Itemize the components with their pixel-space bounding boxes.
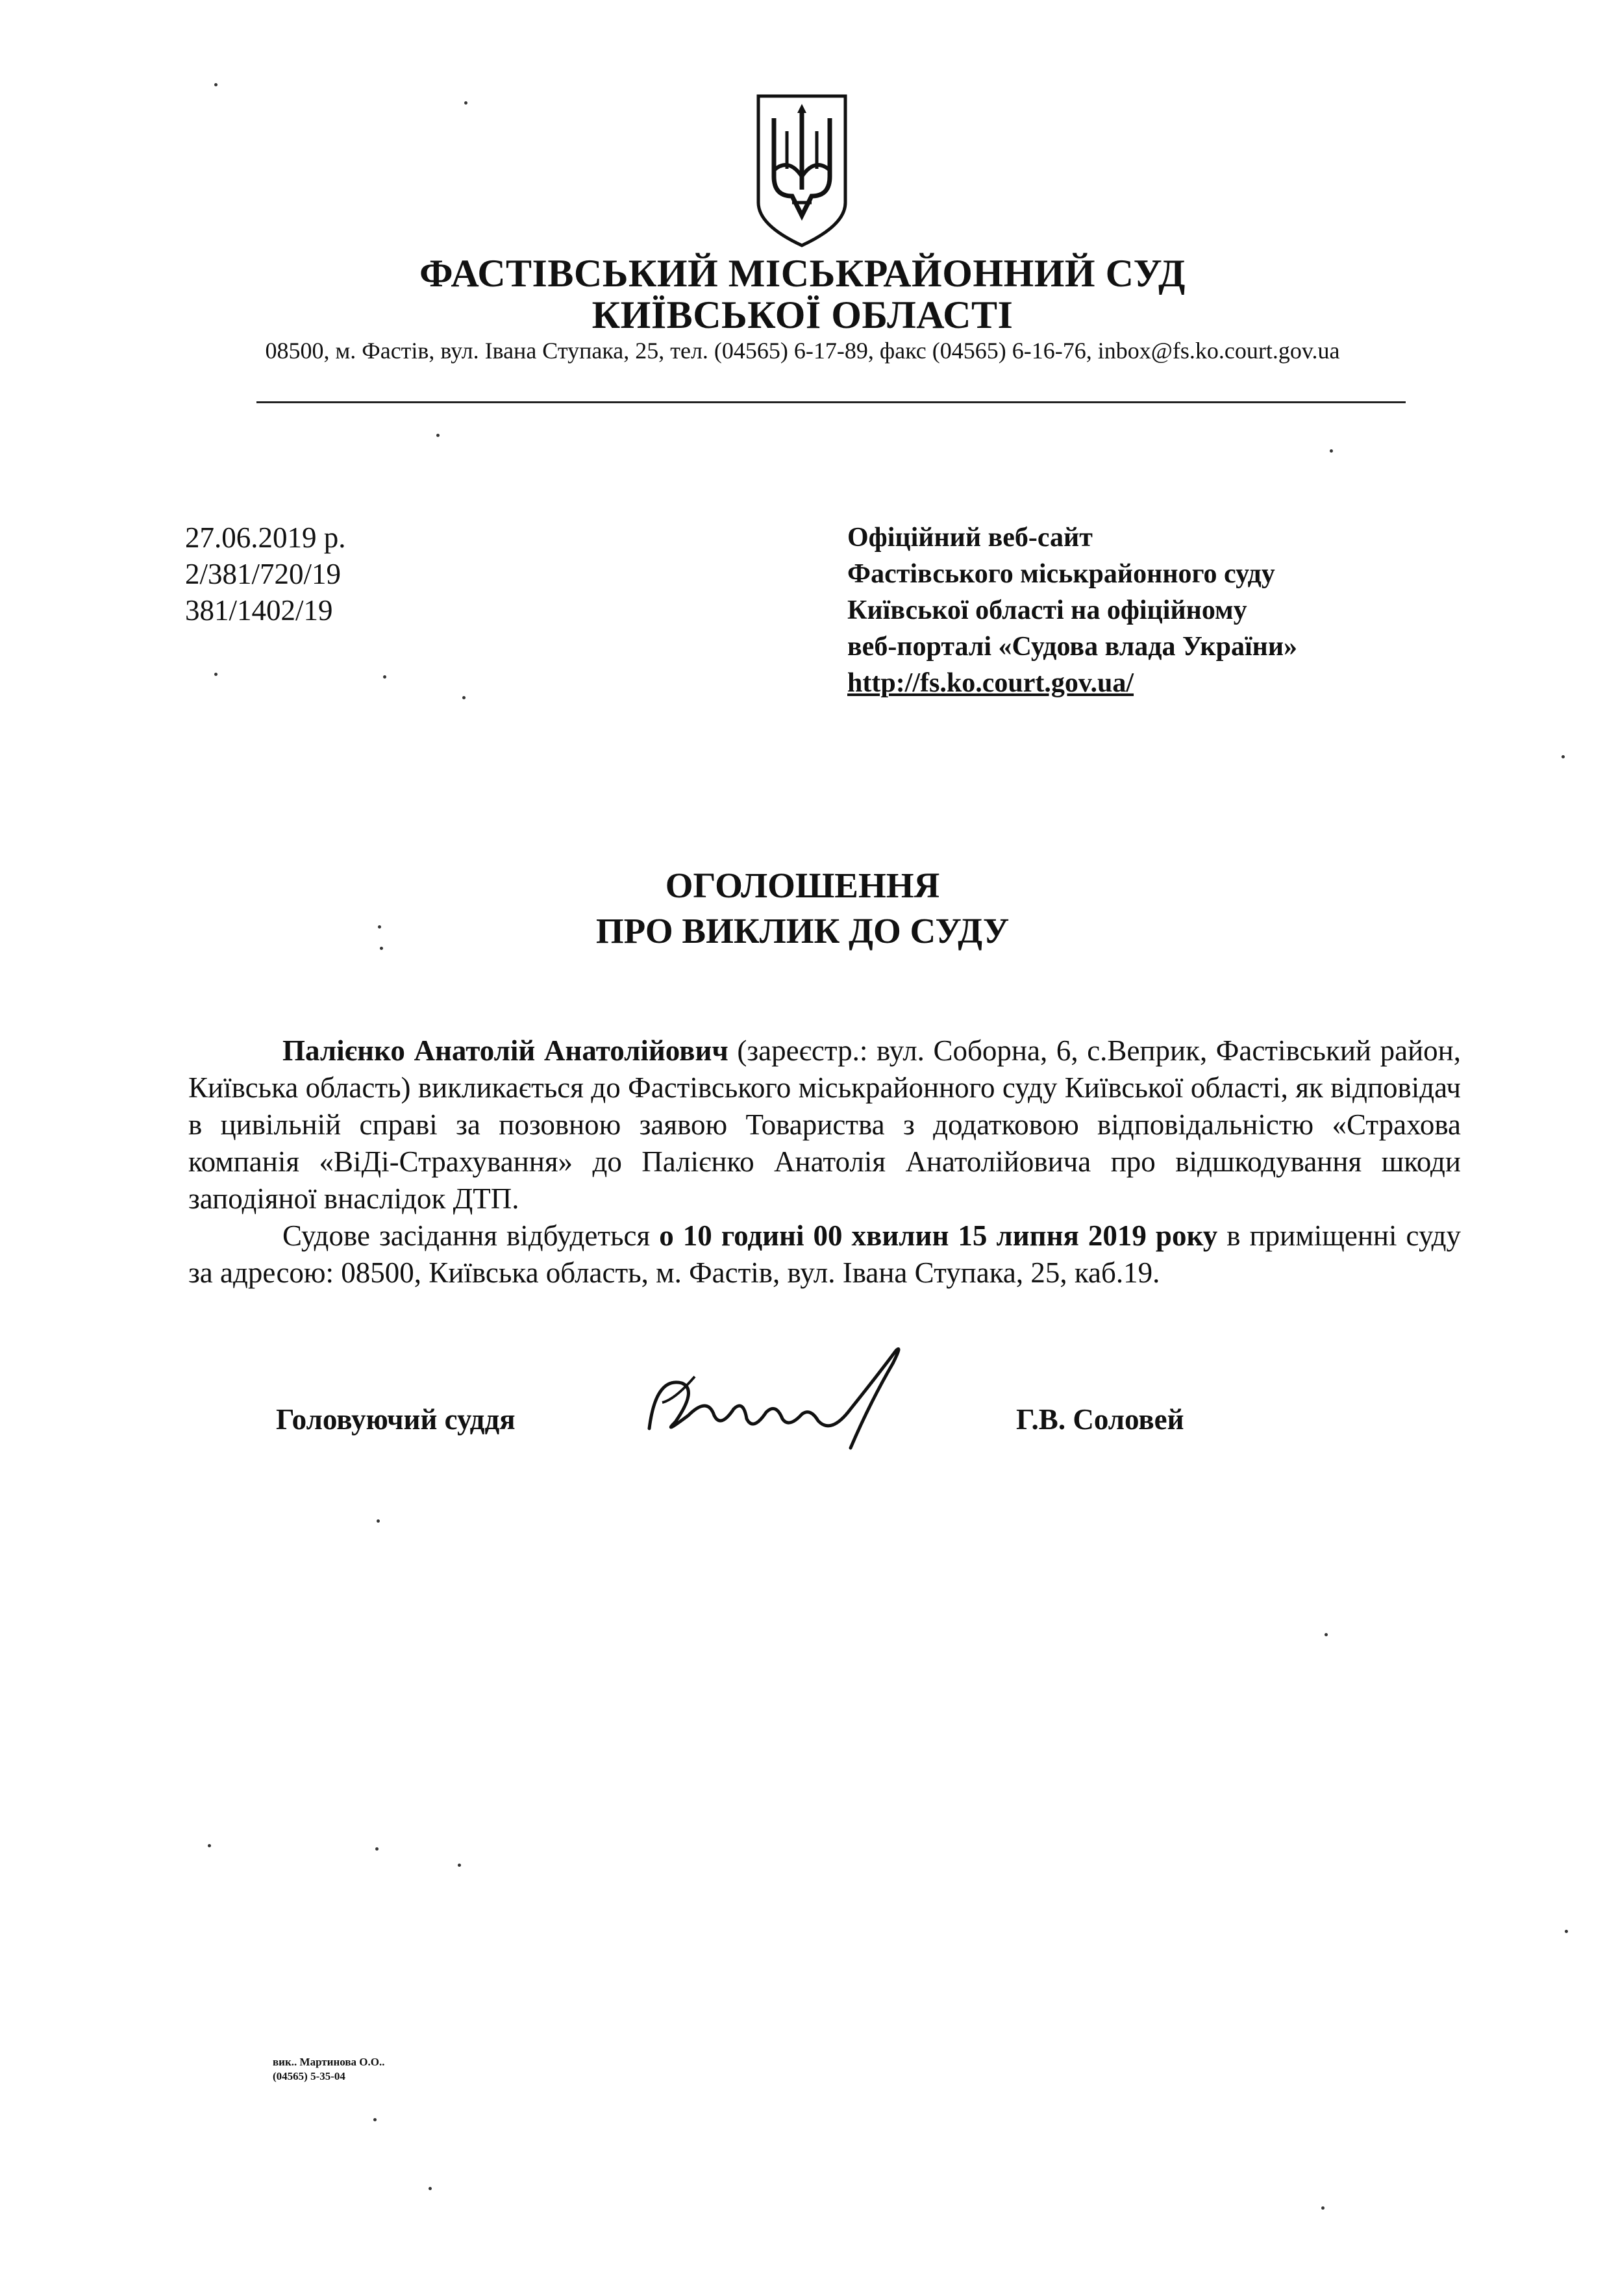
scan-speck (464, 101, 467, 105)
scan-speck (1561, 755, 1565, 758)
scan-speck (458, 1864, 461, 1867)
scan-speck (436, 434, 440, 437)
scan-speck (1321, 2206, 1325, 2210)
scan-speck (1565, 1930, 1568, 1933)
scan-speck (1330, 449, 1333, 453)
body-paragraph-1-text: (зареєстр.: вул. Соборна, 6, с.Веприк, Фастівський район, Київська область) викликається до Фастівського міськрайонного суду Київської області, як відповідач в цивільній справі за позовною заявою Товариства з додатковою відповідальністю «Страхова компанія «ВіДі-Страхування» до Палієнко Анатолія Анатолійовича про відшкодування шкоди заподіяної внаслідок ДТП. (188, 1034, 1461, 1215)
body-paragraph-1 (188, 1032, 1461, 1217)
scan-speck (1325, 1633, 1328, 1636)
scan-speck (378, 925, 381, 929)
addressee-line: веб-порталі «Судова влада України» (847, 632, 1298, 662)
scan-speck (214, 673, 218, 676)
case-number-2: 381/1402/19 (185, 594, 333, 627)
addressee-line: Офіційний веб-сайт (847, 523, 1093, 553)
scan-speck (380, 947, 383, 950)
scan-speck (462, 696, 466, 699)
addressee-block (847, 519, 1297, 701)
scan-speck (214, 83, 218, 86)
header-divider (256, 401, 1406, 403)
executor-name: вик.. Мартинова О.О.. (273, 2056, 385, 2068)
notice-body (188, 1032, 1461, 1292)
document-meta (185, 519, 346, 629)
scan-speck (383, 675, 386, 679)
scan-speck (208, 1844, 211, 1847)
defendant-name: Палієнко Анатолій Анатолійович (282, 1034, 728, 1067)
court-contacts: 08500, м. Фастів, вул. Івана Ступака, 25, тел. (04565) 6-17-89, факс (04565) 6-16-76, inbox@fs.ko.court.gov.ua (265, 338, 1340, 364)
executor-phone: (04565) 5-35-04 (273, 2070, 345, 2082)
hearing-time: о 10 годині 00 хвилин 15 липня 2019 року (659, 1219, 1218, 1252)
addressee-line: Фастівського міськрайонного суду (847, 559, 1275, 589)
addressee-line: Київської області на офіційному (847, 595, 1247, 625)
body-paragraph-2 (188, 1217, 1461, 1292)
notice-subtitle: ПРО ВИКЛИК ДО СУДУ (595, 911, 1010, 951)
body-paragraph-2-text-a: Судове засідання відбудеться (282, 1219, 660, 1252)
trident-emblem-icon (753, 92, 851, 248)
court-website-link[interactable]: http://fs.ko.court.gov.ua/ (847, 668, 1134, 698)
notice-title: ОГОЛОШЕННЯ (665, 866, 940, 905)
executor-note (273, 2055, 384, 2084)
case-number-1: 2/381/720/19 (185, 558, 342, 590)
court-name-line1: ФАСТІВСЬКИЙ МІСЬКРАЙОННИЙ СУД (419, 252, 1186, 295)
document-date: 27.06.2019 р. (185, 521, 346, 554)
court-name-line2: КИЇВСЬКОЇ ОБЛАСТІ (591, 293, 1014, 336)
handwritten-signature (636, 1338, 922, 1461)
scan-speck (377, 1519, 380, 1523)
scan-speck (429, 2187, 432, 2190)
signatory-role: Головуючий суддя (276, 1403, 516, 1436)
scan-speck (373, 2118, 377, 2121)
judge-name: Г.В. Соловей (1016, 1403, 1184, 1436)
scan-speck (375, 1847, 379, 1851)
body-paragraph-2-text-b: в приміщенні суду за адресою: 08500, Київська область, м. Фастів, вул. Івана Ступака, 25, каб.19. (188, 1219, 1462, 1289)
